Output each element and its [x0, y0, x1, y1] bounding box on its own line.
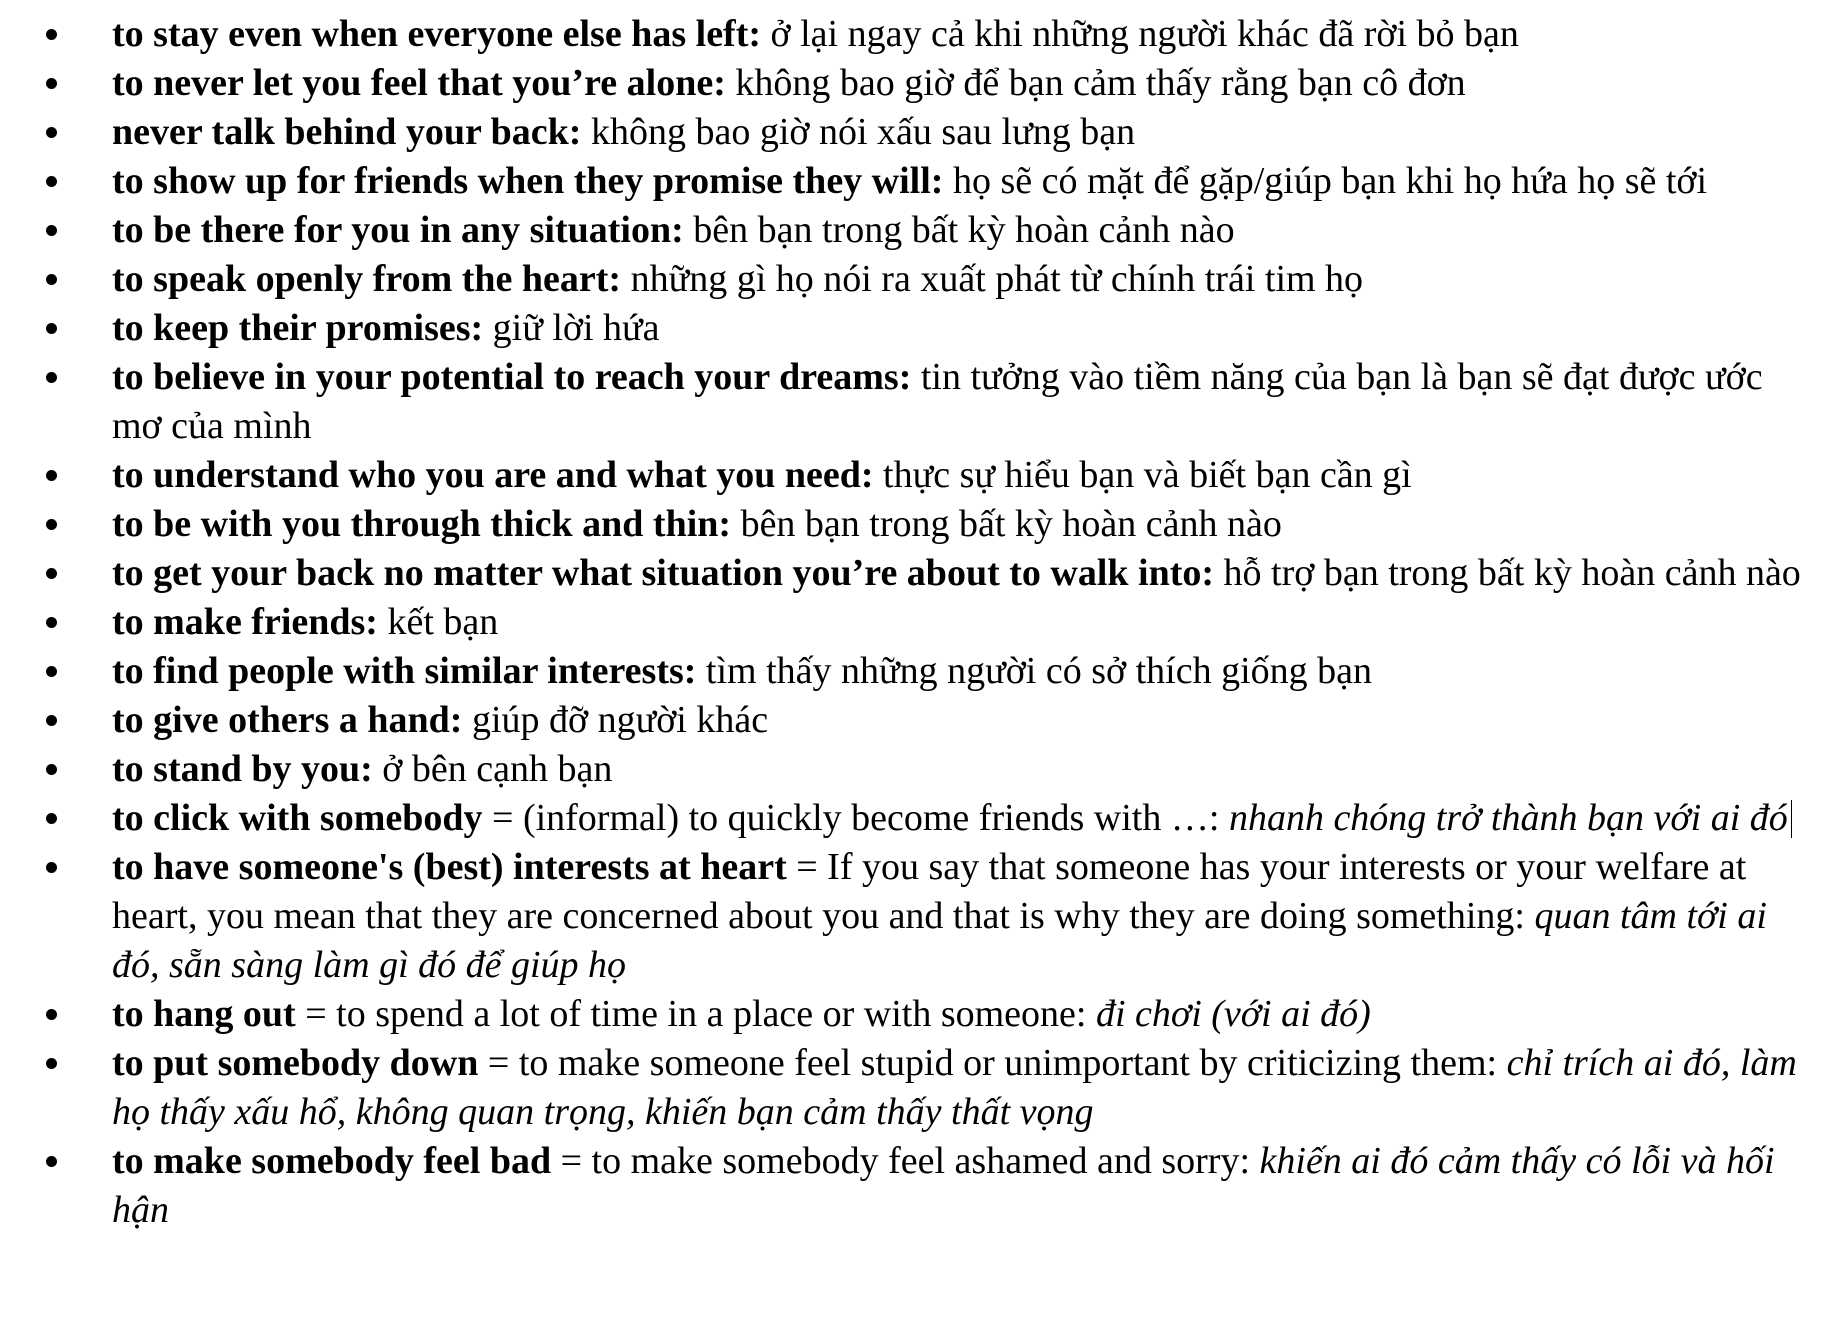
- list-item: [0, 59, 1844, 108]
- term: never talk behind your back:: [112, 111, 582, 153]
- term: to stay even when everyone else has left:: [112, 13, 762, 55]
- list-item: [0, 549, 1844, 598]
- definition: (informal) to quickly become friends with …:: [522, 797, 1229, 839]
- definition: If you say that someone has your interests or your welfare at heart, you mean that they are concerned about you and that is why they are doing something:: [112, 846, 1747, 937]
- bullet-icon: [46, 176, 57, 187]
- definition: họ sẽ có mặt để gặp/giúp bạn khi họ hứa họ sẽ tới: [952, 160, 1708, 202]
- definition: ở bên cạnh bạn: [382, 748, 613, 790]
- bullet-icon: [46, 323, 57, 334]
- term: to speak openly from the heart:: [112, 258, 622, 300]
- bullet-icon: [46, 617, 57, 628]
- vietnamese-gloss: khiến ai đó cảm thấy có lỗi và hối hận: [112, 1140, 1775, 1231]
- term: to understand who you are and what you need:: [112, 454, 874, 496]
- bullet-icon: [46, 29, 57, 40]
- vietnamese-gloss: quan tâm tới ai đó, sẵn sàng làm gì đó để giúp họ: [112, 895, 1767, 986]
- list-item: [0, 647, 1844, 696]
- separator: [874, 454, 884, 496]
- term: to hang out: [112, 993, 296, 1035]
- separator: [911, 356, 921, 398]
- bullet-icon: [46, 225, 57, 236]
- separator: [696, 650, 706, 692]
- list-item: [0, 304, 1844, 353]
- term: to stand by you:: [112, 748, 373, 790]
- definition: bên bạn trong bất kỳ hoàn cảnh nào: [693, 209, 1235, 251]
- vietnamese-gloss: nhanh chóng trở thành bạn với ai đó: [1228, 797, 1788, 839]
- list-item: [0, 353, 1844, 451]
- separator: [483, 307, 493, 349]
- bullet-icon: [46, 274, 57, 285]
- separator: =: [478, 1042, 519, 1084]
- bullet-icon: [46, 764, 57, 775]
- term: to be with you through thick and thin:: [112, 503, 732, 545]
- term: to click with somebody: [112, 797, 483, 839]
- definition: những gì họ nói ra xuất phát từ chính trái tim họ: [630, 258, 1364, 300]
- term: to never let you feel that you’re alone:: [112, 62, 726, 104]
- list-item: [0, 157, 1844, 206]
- definition: ở lại ngay cả khi những người khác đã rời bỏ bạn: [770, 13, 1519, 55]
- bullet-icon: [46, 568, 57, 579]
- bullet-icon: [46, 78, 57, 89]
- term: to find people with similar interests:: [112, 650, 697, 692]
- definition: kết bạn: [387, 601, 499, 643]
- list-item: [0, 1137, 1844, 1235]
- separator: [731, 503, 741, 545]
- bullet-icon: [46, 1009, 57, 1020]
- definition: giúp đỡ người khác: [471, 699, 769, 741]
- separator: [726, 62, 736, 104]
- list-item: [0, 598, 1844, 647]
- separator: =: [295, 993, 337, 1035]
- list-item: [0, 696, 1844, 745]
- vocabulary-list: [0, 10, 1844, 1235]
- definition: tin tưởng vào tiềm năng của bạn là bạn sẽ đạt được ước mơ của mình: [112, 356, 1763, 447]
- separator: =: [786, 846, 828, 888]
- separator: [581, 111, 591, 153]
- term: to believe in your potential to reach your dreams:: [112, 356, 912, 398]
- text-cursor: [1791, 800, 1792, 838]
- bullet-icon: [46, 127, 57, 138]
- term: to get your back no matter what situation you’re about to walk into:: [112, 552, 1215, 594]
- definition: to spend a lot of time in a place or with someone:: [336, 993, 1096, 1035]
- term: to make friends:: [112, 601, 378, 643]
- bullet-icon: [46, 470, 57, 481]
- definition: bên bạn trong bất kỳ hoàn cảnh nào: [740, 503, 1282, 545]
- list-item: [0, 1039, 1844, 1137]
- term: to be there for you in any situation:: [112, 209, 684, 251]
- document-page: [0, 10, 1844, 1235]
- bullet-icon: [46, 372, 57, 383]
- list-item: [0, 990, 1844, 1039]
- list-item: [0, 843, 1844, 990]
- list-item: [0, 10, 1844, 59]
- bullet-icon: [46, 813, 57, 824]
- term: to show up for friends when they promise they will:: [112, 160, 944, 202]
- separator: [373, 748, 383, 790]
- bullet-icon: [46, 1156, 57, 1167]
- list-item: [0, 500, 1844, 549]
- definition: tìm thấy những người có sở thích giống bạn: [705, 650, 1373, 692]
- bullet-icon: [46, 862, 57, 873]
- definition: to make someone feel stupid or unimportant by criticizing them:: [518, 1042, 1507, 1084]
- bullet-icon: [46, 519, 57, 530]
- separator: [761, 13, 771, 55]
- definition: giữ lời hứa: [492, 307, 660, 349]
- list-item: [0, 745, 1844, 794]
- term: to make somebody feel bad: [112, 1140, 552, 1182]
- bullet-icon: [46, 1058, 57, 1069]
- term: to give others a hand:: [112, 699, 463, 741]
- definition: không bao giờ nói xấu sau lưng bạn: [590, 111, 1136, 153]
- separator: [462, 699, 472, 741]
- term: to put somebody down: [112, 1042, 479, 1084]
- separator: =: [551, 1140, 592, 1182]
- term: to keep their promises:: [112, 307, 484, 349]
- list-item: [0, 255, 1844, 304]
- definition: không bao giờ để bạn cảm thấy rằng bạn cô đơn: [735, 62, 1466, 104]
- definition: to make somebody feel ashamed and sorry:: [591, 1140, 1260, 1182]
- separator: [621, 258, 631, 300]
- separator: [1214, 552, 1224, 594]
- bullet-icon: [46, 715, 57, 726]
- separator: =: [482, 797, 523, 839]
- list-item: [0, 794, 1844, 843]
- definition: hỗ trợ bạn trong bất kỳ hoàn cảnh nào: [1223, 552, 1801, 594]
- list-item: [0, 108, 1844, 157]
- separator: [684, 209, 694, 251]
- bullet-icon: [46, 666, 57, 677]
- term: to have someone's (best) interests at heart: [112, 846, 787, 888]
- list-item: [0, 206, 1844, 255]
- list-item: [0, 451, 1844, 500]
- vietnamese-gloss: đi chơi (với ai đó): [1095, 993, 1371, 1035]
- separator: [943, 160, 953, 202]
- definition: thực sự hiểu bạn và biết bạn cần gì: [883, 454, 1412, 496]
- vietnamese-gloss: chỉ trích ai đó, làm họ thấy xấu hổ, không quan trọng, khiến bạn cảm thấy thất vọng: [112, 1042, 1797, 1133]
